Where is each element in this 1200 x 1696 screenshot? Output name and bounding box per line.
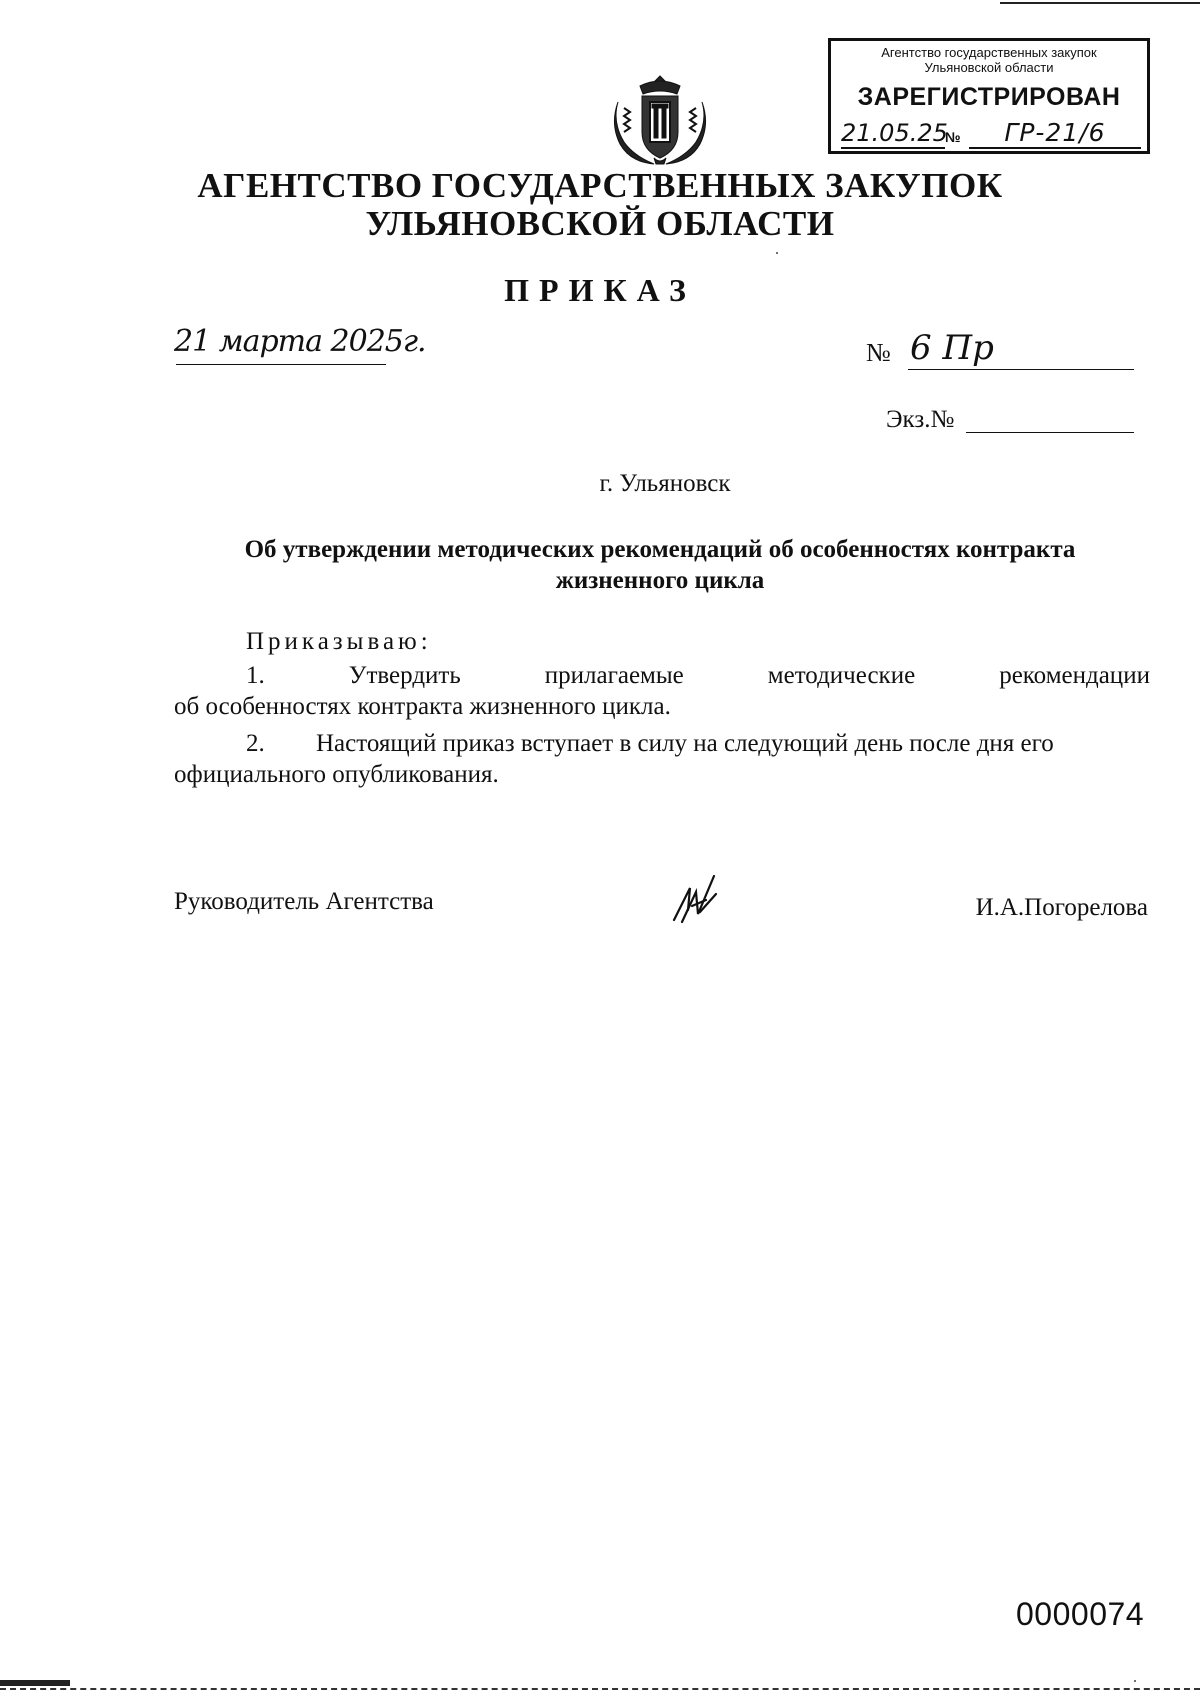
stamp-date: 21.05.25 <box>841 119 948 147</box>
stamp-number-sign: № <box>945 129 961 145</box>
item1-rest: об особенностях контракта жизненного цикла. <box>174 693 671 720</box>
item2-line2: официального опубликования. <box>174 761 499 788</box>
item2-line1: Настоящий приказ вступает в силу на следующий день после дня его <box>316 730 1054 757</box>
registration-stamp <box>828 38 1150 154</box>
stamp-agency-line2: Ульяновской области <box>924 60 1054 75</box>
item1-number: 1. <box>246 662 265 689</box>
scan-border-bottom <box>0 1688 1200 1690</box>
subject-line2: жизненного цикла <box>555 567 765 594</box>
item1-word: рекомендации <box>999 662 1150 689</box>
order-item-2 <box>174 728 1150 790</box>
city: г. Ульяновск <box>599 470 731 497</box>
date-underline <box>176 364 326 365</box>
signer-role: Руководитель Агентства <box>174 888 434 915</box>
scan-border-top <box>1000 2 1200 4</box>
agency-name-line1: АГЕНТСТВО ГОСУДАРСТВЕННЫХ ЗАКУПОК <box>197 166 1003 205</box>
order-intro: Приказываю: <box>246 628 432 655</box>
item2-first-line <box>174 728 1150 759</box>
scan-speck <box>1134 1680 1136 1682</box>
copy-number-label: Экз.№ <box>886 406 955 433</box>
scan-speck <box>776 252 778 254</box>
order-number-label: № <box>866 338 891 367</box>
stamp-agency-line1: Агентство государственных закупок <box>881 45 1097 60</box>
item1-word: методические <box>767 662 916 689</box>
stamp-reg-number: ГР-21/6 <box>969 119 1141 149</box>
item1-word: Утвердить <box>348 662 461 689</box>
coat-of-arms-icon <box>610 72 710 168</box>
signer-name: И.А.Погорелова <box>975 894 1148 921</box>
document-serial-number: 0000074 <box>1016 1596 1145 1632</box>
stamp-title: ЗАРЕГИСТРИРОВАН <box>857 83 1121 111</box>
document-type-title: ПРИКАЗ <box>504 272 696 308</box>
item1-first-line <box>174 660 1150 691</box>
subject-line1: Об утверждении методических рекомендаций об особенностях контракта <box>244 536 1076 563</box>
item1-word: прилагаемые <box>544 662 684 689</box>
signature-icon <box>668 870 728 930</box>
order-subject <box>180 534 1140 596</box>
date-underline <box>312 364 386 365</box>
scan-border-bottom-left <box>0 1680 70 1686</box>
agency-name-line2: УЛЬЯНОВСКОЙ ОБЛАСТИ <box>365 204 835 243</box>
copy-number-line <box>966 432 1134 433</box>
order-date-handwritten: 21 марта 2025г. <box>174 324 426 359</box>
order-item-1 <box>174 660 1150 722</box>
item2-number: 2. <box>246 730 265 757</box>
order-number-value: 6 Пр <box>908 326 1134 370</box>
